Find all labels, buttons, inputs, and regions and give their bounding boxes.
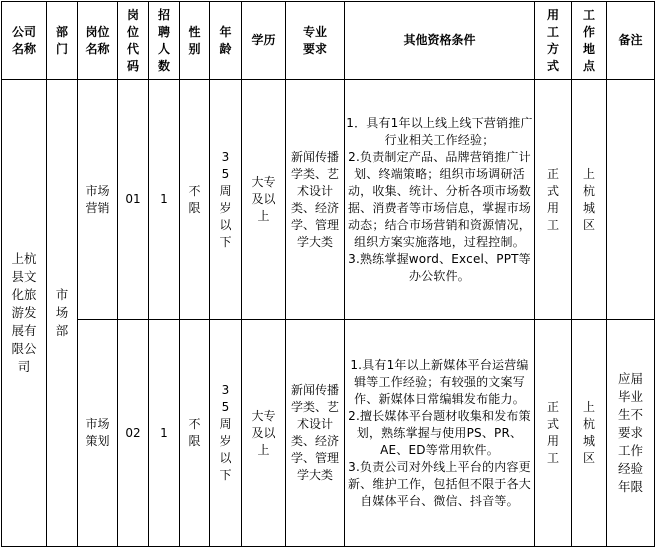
recruitment-table [1,1,655,547]
age-cell: 35周岁以下 [210,320,242,547]
dept-cell: 市场部 [47,80,78,547]
header-code: 岗位代码 [118,2,149,80]
note-cell [607,80,655,320]
company-cell: 上杭县文化旅游发展有限公司 [2,80,47,547]
location-cell: 上杭城区 [572,320,607,547]
position-cell: 市场营销 [78,80,118,320]
header-position: 岗位名称 [78,2,118,80]
header-location: 工作地点 [572,2,607,80]
code-cell: 01 [118,80,149,320]
header-employment: 用工方式 [535,2,572,80]
header-education: 学历 [242,2,286,80]
employment-cell: 正式用工 [535,80,572,320]
position-cell: 市场策划 [78,320,118,547]
employment-cell: 正式用工 [535,320,572,547]
header-company: 公司名称 [2,2,47,80]
conditions-cell [345,80,535,320]
conditions-cell [345,320,535,547]
header-row [2,2,655,80]
condition-item: 2.擅长媒体平台题材收集和发布策划，熟练掌握与使用PS、PR、AE、ED等常用软件。 [348,408,531,457]
header-count: 招聘人数 [149,2,180,80]
education-cell: 大专及以上 [242,80,286,320]
header-other: 其他资格条件 [345,2,535,80]
code-cell: 02 [118,320,149,547]
condition-item: 1.具有1年以上新媒体平台运营编辑等工作经验；有较强的文案写作、新媒体日常编辑发布能力。 [350,357,529,406]
gender-cell: 不限 [180,320,210,547]
header-dept: 部门 [47,2,78,80]
count-cell: 1 [149,320,180,547]
table-row [2,320,655,547]
header-gender: 性别 [180,2,210,80]
condition-item: 1．具有1年以上线上线下营销推广行业相关工作经验； [346,115,533,147]
education-cell: 大专及以上 [242,320,286,547]
location-cell: 上杭城区 [572,80,607,320]
header-age: 年龄 [210,2,242,80]
count-cell: 1 [149,80,180,320]
condition-item: 3.熟练掌握word、Excel、PPT等办公软件。 [348,251,531,283]
gender-cell: 不限 [180,80,210,320]
header-major: 专业要求 [286,2,345,80]
condition-item: 3.负责公司对外线上平台的内容更新、维护工作，包括但不限于各大自媒体平台、微信、抖音等。 [347,459,531,508]
note-cell: 应届毕业生不要求工作经验年限 [607,320,655,547]
condition-item: 2.负责制定产品、品牌营销推广计划、终端策略；组织市场调研活动，收集、统计、分析各项市场数据、消费者等市场信息，掌握市场动态；结合市场营销和资源情况，组织方案实施落地，过程控制。 [347,149,531,249]
header-note: 备注 [607,2,655,80]
age-cell: 35周岁以下 [210,80,242,320]
table-row [2,80,655,320]
major-cell: 新闻传播学类、艺术设计类、经济学、管理学大类 [286,80,345,320]
major-cell: 新闻传播学类、艺术设计类、经济学、管理学大类 [286,320,345,547]
